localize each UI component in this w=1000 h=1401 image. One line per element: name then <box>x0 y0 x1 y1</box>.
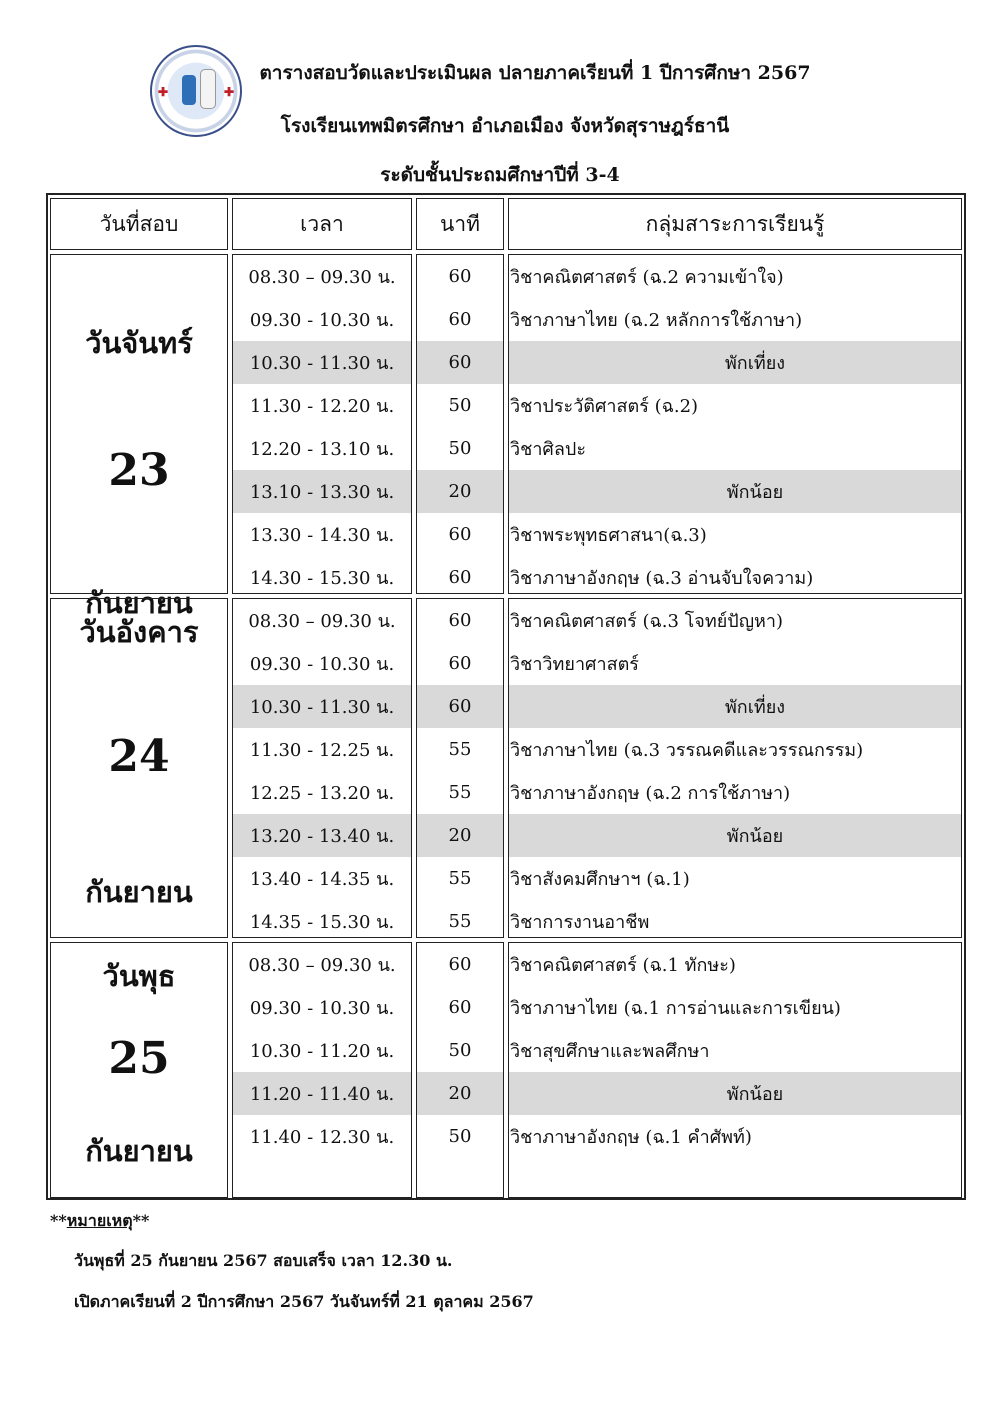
minutes-column <box>416 942 504 1198</box>
subject-cell: วิชาพระพุทธศาสนา(ฉ.3) <box>510 525 707 546</box>
subject-cell: วิชาการงานอาชีพ <box>510 912 650 933</box>
time-column <box>232 942 412 1198</box>
minutes-cell: 55 <box>448 739 472 760</box>
minutes-cell: 60 <box>448 954 472 975</box>
time-cell: 09.30 - 10.30 น. <box>249 310 395 331</box>
time-column <box>232 254 412 594</box>
minutes-cell: 60 <box>448 610 472 631</box>
day-month: กันยายน <box>85 586 193 620</box>
minutes-cell: 60 <box>448 266 472 287</box>
time-cell: 12.20 - 13.10 น. <box>249 439 395 460</box>
break-label: พักเที่ยง <box>509 685 961 728</box>
break-label: พักน้อย <box>509 470 961 513</box>
minutes-cell: 55 <box>448 782 472 803</box>
day-name: วันจันทร์ <box>85 326 193 360</box>
time-cell: 13.10 - 13.30 น. <box>233 470 411 513</box>
cross-icon: ✚ <box>223 85 234 99</box>
time-cell: 10.30 - 11.30 น. <box>233 685 411 728</box>
subject-cell: วิชาภาษาอังกฤษ (ฉ.1 คำศัพท์) <box>510 1127 752 1148</box>
school-name: โรงเรียนเทพมิตรศึกษา อำเภอเมือง จังหวัดสุราษฎร์ธานี <box>280 115 730 137</box>
time-column <box>232 598 412 938</box>
subject-cell: วิชาคณิตศาสตร์ (ฉ.2 ความเข้าใจ) <box>510 267 784 288</box>
time-cell: 13.20 - 13.40 น. <box>233 814 411 857</box>
header-day: วันที่สอบ <box>50 198 228 250</box>
exam-table <box>46 193 966 1200</box>
time-cell: 11.40 - 12.30 น. <box>249 1127 395 1148</box>
note-stars: ** <box>132 1211 150 1230</box>
minutes-column <box>416 598 504 938</box>
day-month: กันยายน <box>85 875 193 909</box>
note-line: เปิดภาคเรียนที่ 2 ปีการศึกษา 2567 วันจันทร์ที่ 21 ตุลาคม 2567 <box>74 1292 534 1311</box>
minutes-cell: 50 <box>448 1040 472 1061</box>
subject-cell: วิชาศิลปะ <box>510 439 586 460</box>
minutes-cell: 20 <box>417 1072 503 1115</box>
day-month: กันยายน <box>85 1134 193 1168</box>
minutes-cell: 60 <box>448 997 472 1018</box>
time-cell: 11.30 - 12.25 น. <box>249 740 395 761</box>
day-name: วันอังคาร <box>79 615 199 649</box>
minutes-cell: 60 <box>417 685 503 728</box>
time-cell: 10.30 - 11.20 น. <box>249 1041 395 1062</box>
subject-column <box>508 254 962 594</box>
subject-cell: วิชาภาษาไทย (ฉ.2 หลักการใช้ภาษา) <box>510 310 803 331</box>
time-cell: 08.30 – 09.30 น. <box>248 955 396 976</box>
subject-cell: วิชาภาษาอังกฤษ (ฉ.2 การใช้ภาษา) <box>510 783 791 804</box>
document-title: ตารางสอบวัดและประเมินผล ปลายภาคเรียนที่ 1 ปีการศึกษา 2567 <box>259 62 811 84</box>
time-cell: 13.30 - 14.30 น. <box>249 525 395 546</box>
subject-cell: วิชาภาษาอังกฤษ (ฉ.3 อ่านจับใจความ) <box>510 568 814 589</box>
time-cell: 11.30 - 12.20 น. <box>249 396 395 417</box>
minutes-cell: 55 <box>448 868 472 889</box>
minutes-cell: 20 <box>417 814 503 857</box>
time-cell: 13.40 - 14.35 น. <box>249 869 395 890</box>
subject-cell: วิชาสุขศึกษาและพลศึกษา <box>510 1041 710 1062</box>
subject-cell: วิชาภาษาไทย (ฉ.3 วรรณคดีและวรรณกรรม) <box>510 740 864 761</box>
note-stars: ** <box>50 1211 67 1230</box>
subject-cell: วิชาภาษาไทย (ฉ.1 การอ่านและการเขียน) <box>510 998 841 1019</box>
day-cell <box>50 254 228 620</box>
notes-heading <box>50 1209 149 1234</box>
subject-cell: วิชาสังคมศึกษาฯ (ฉ.1) <box>510 869 690 890</box>
minutes-cell: 60 <box>448 567 472 588</box>
day-date: 23 <box>108 445 170 496</box>
minutes-cell: 60 <box>448 524 472 545</box>
cross-icon: ✚ <box>158 85 169 99</box>
day-cell <box>50 598 228 938</box>
time-cell: 08.30 – 09.30 น. <box>248 611 396 632</box>
minutes-cell: 60 <box>448 309 472 330</box>
minutes-cell: 50 <box>448 1126 472 1147</box>
grade-level: ระดับชั้นประถมศึกษาปีที่ 3-4 <box>380 164 620 186</box>
minutes-column <box>416 254 504 594</box>
header-subject: กลุ่มสาระการเรียนรู้ <box>508 198 962 250</box>
subject-cell: วิชาคณิตศาสตร์ (ฉ.3 โจทย์ปัญหา) <box>510 611 784 632</box>
day-date: 24 <box>108 731 170 782</box>
header-time: เวลา <box>232 198 412 250</box>
time-cell: 09.30 - 10.30 น. <box>249 998 395 1019</box>
day-name: วันพุธ <box>102 959 176 993</box>
time-cell: 10.30 - 11.30 น. <box>233 341 411 384</box>
subject-cell: วิชาประวัติศาสตร์ (ฉ.2) <box>510 396 699 417</box>
header-minutes: นาที <box>416 198 504 250</box>
time-cell: 08.30 – 09.30 น. <box>248 267 396 288</box>
subject-cell: วิชาคณิตศาสตร์ (ฉ.1 ทักษะ) <box>510 955 736 976</box>
break-label: พักน้อย <box>509 1072 961 1115</box>
minutes-cell: 50 <box>448 395 472 416</box>
break-label: พักน้อย <box>509 814 961 857</box>
break-label: พักเที่ยง <box>509 341 961 384</box>
time-cell: 09.30 - 10.30 น. <box>249 654 395 675</box>
subject-column <box>508 598 962 938</box>
day-date: 25 <box>108 1033 170 1084</box>
minutes-cell: 50 <box>448 438 472 459</box>
time-cell: 11.20 - 11.40 น. <box>233 1072 411 1115</box>
note-heading-text: หมายเหตุ <box>66 1211 133 1230</box>
minutes-cell: 60 <box>448 653 472 674</box>
time-cell: 12.25 - 13.20 น. <box>249 783 395 804</box>
subject-column <box>508 942 962 1198</box>
time-cell: 14.35 - 15.30 น. <box>249 912 395 933</box>
minutes-cell: 20 <box>417 470 503 513</box>
subject-cell: วิชาวิทยาศาสตร์ <box>510 654 639 675</box>
day-cell <box>50 942 228 1198</box>
time-cell: 14.30 - 15.30 น. <box>249 568 395 589</box>
minutes-cell: 55 <box>448 911 472 932</box>
minutes-cell: 60 <box>417 341 503 384</box>
note-line: วันพุธที่ 25 กันยายน 2567 สอบเสร็จ เวลา 12.30 น. <box>74 1251 453 1270</box>
